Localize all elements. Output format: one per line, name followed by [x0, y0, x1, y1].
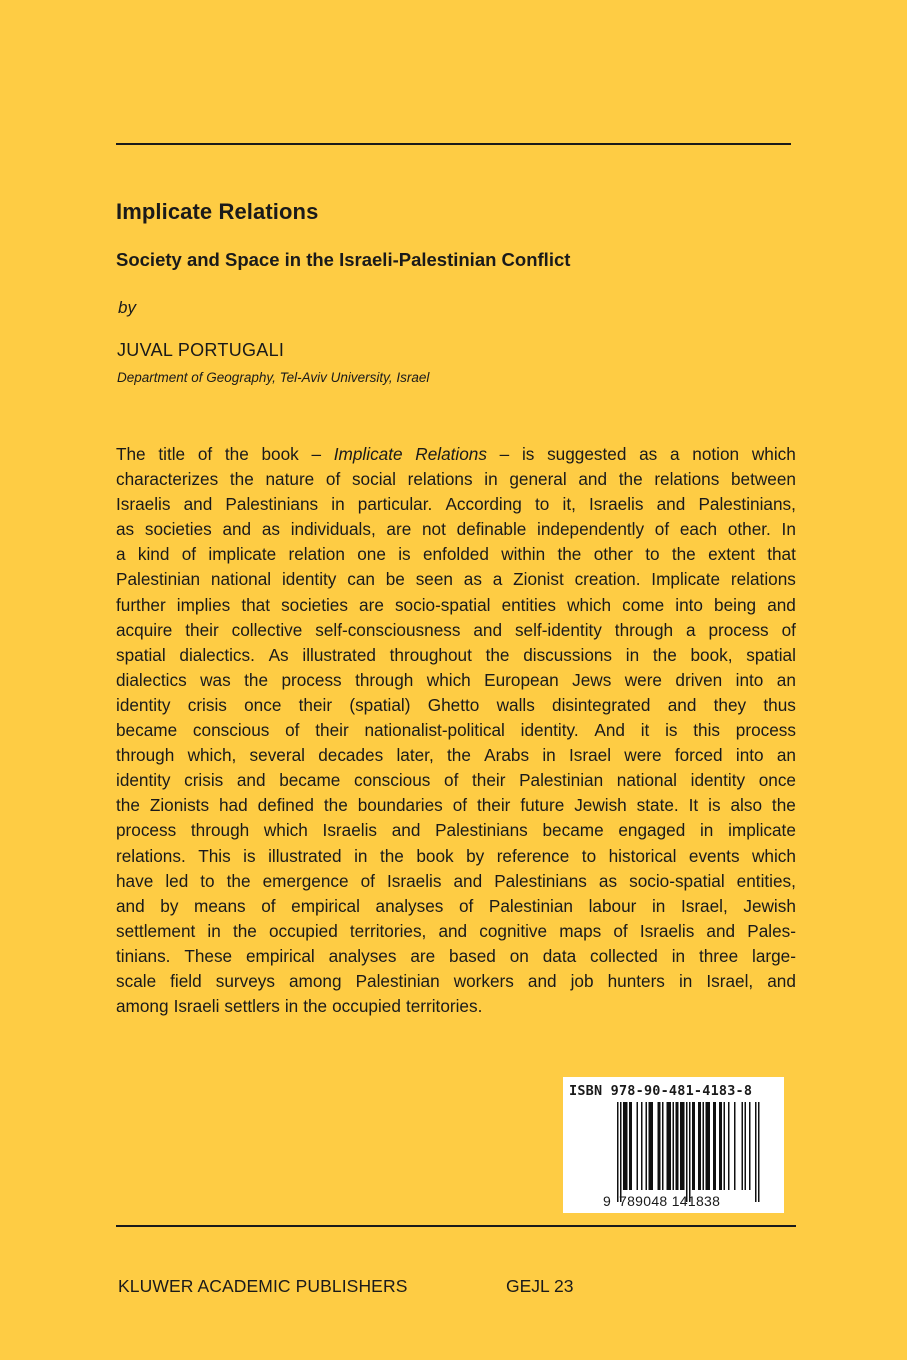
barcode-bar — [686, 1102, 688, 1202]
barcode-bar — [662, 1102, 664, 1190]
barcode-bar — [623, 1102, 625, 1190]
description-line: the Zionists had defined the boundaries of their future Jewish state. It is also the — [116, 795, 796, 816]
description-line: spatial dialectics. As illustrated throughout the discussions in the book, spatial — [116, 644, 796, 665]
barcode-bar — [673, 1102, 675, 1190]
barcode-digits: 789048 141838 — [619, 1193, 721, 1209]
description-line: identity crisis once their (spatial) Ghetto walls disintegrated and they thus — [116, 694, 796, 715]
description-line: tinians. These empirical analyses are based on data collected in three large- — [116, 945, 796, 966]
barcode-bar — [625, 1102, 627, 1190]
barcode-bar — [758, 1102, 760, 1202]
author-name: JUVAL PORTUGALI — [117, 340, 285, 360]
description-line: The title of the book – Implicate Relations – is suggested as a notion which — [116, 444, 796, 464]
barcode-bar — [734, 1102, 736, 1190]
barcode-bar — [629, 1102, 631, 1190]
author-affiliation: Department of Geography, Tel-Aviv University, Israel — [117, 370, 430, 385]
description-line: identity crisis and became conscious of their Palestinian national identity once — [116, 770, 796, 791]
book-description — [116, 442, 796, 1019]
description-line: characterizes the nature of social relations in general and the relations between — [116, 469, 796, 490]
bottom-rule — [116, 1225, 796, 1227]
description-line: further implies that societies are socio-spatial entities which come into being and — [116, 594, 796, 615]
barcode-bar — [617, 1102, 619, 1202]
barcode-bar — [706, 1102, 708, 1190]
barcode-bar — [667, 1102, 669, 1190]
description-line: process through which Israelis and Palestinians became engaged in implicate — [116, 820, 796, 841]
barcode-bar — [755, 1102, 757, 1202]
barcode-bar — [626, 1102, 628, 1190]
barcode-bar — [724, 1102, 726, 1190]
barcode-bar — [652, 1102, 654, 1190]
barcode-bar — [683, 1102, 685, 1190]
barcode-bar — [680, 1102, 682, 1190]
barcode-bar — [749, 1102, 751, 1190]
barcode-bar — [703, 1102, 705, 1190]
description-line: acquire their collective self-consciousness and self-identity through a process of — [116, 619, 796, 640]
description-line: among Israeli settlers in the occupied territories. — [116, 996, 483, 1017]
barcode-bar — [620, 1102, 622, 1202]
barcode-bar — [658, 1102, 660, 1190]
series-code: GEJL 23 — [506, 1276, 574, 1296]
barcode-bar — [728, 1102, 730, 1190]
top-rule — [116, 143, 791, 145]
barcode-bar — [692, 1102, 694, 1190]
barcode-bar — [646, 1102, 648, 1190]
description-line: settlement in the occupied territories, and cognitive maps of Israelis and Pales- — [116, 920, 796, 941]
description-line: as societies and as individuals, are not definable independently of each other. In — [116, 519, 796, 540]
barcode-bar — [713, 1102, 715, 1190]
barcode-bar — [709, 1102, 711, 1190]
barcode-bar — [719, 1102, 721, 1190]
barcode-bar — [670, 1102, 672, 1190]
description-line: relations. This is illustrated in the book by reference to historical events which — [116, 845, 796, 866]
barcode-bar — [742, 1102, 744, 1190]
description-line: through which, several decades later, the Arabs in Israel were forced into an — [116, 745, 796, 766]
barcode-bar — [707, 1102, 709, 1190]
description-line: Palestinian national identity can be seen as a Zionist creation. Implicate relations — [116, 569, 796, 590]
description-line: and by means of empirical analyses of Palestinian labour in Israel, Jewish — [116, 895, 796, 916]
barcode-bar — [715, 1102, 717, 1190]
barcode-bar — [641, 1102, 643, 1190]
description-line: scale field surveys among Palestinian workers and job hunters in Israel, and — [116, 970, 796, 991]
barcode-bar — [649, 1102, 651, 1190]
barcode-bar — [676, 1102, 678, 1190]
barcode-bar — [682, 1102, 684, 1190]
description-line: became conscious of their nationalist-political identity. And it is this process — [116, 720, 796, 741]
book-title: Implicate Relations — [116, 199, 319, 224]
barcode-bar — [694, 1102, 696, 1190]
isbn-barcode — [563, 1077, 784, 1213]
barcode-bar — [689, 1102, 691, 1202]
barcode-first-digit: 9 — [603, 1193, 611, 1209]
description-line: dialectics was the process through which European Jews were driven into an — [116, 669, 796, 690]
book-subtitle: Society and Space in the Israeli-Palestinian Conflict — [116, 249, 571, 270]
description-line: a kind of implicate relation one is enfolded within the other to the extent that — [116, 544, 796, 565]
publisher-name: KLUWER ACADEMIC PUBLISHERS — [118, 1276, 408, 1296]
barcode-bar — [650, 1102, 652, 1190]
barcode-bar — [721, 1102, 723, 1190]
barcode-bar — [668, 1102, 670, 1190]
barcode-bar — [637, 1102, 639, 1190]
isbn-label: ISBN 978-90-481-4183-8 — [569, 1083, 753, 1099]
barcode-bar — [698, 1102, 700, 1190]
barcode-bar — [631, 1102, 633, 1190]
barcode-bar — [659, 1102, 661, 1190]
description-line: have led to the emergence of Israelis and Palestinians as socio-spatial entities, — [116, 870, 796, 891]
barcode-bar — [700, 1102, 702, 1190]
description-line: Israelis and Palestinians in particular. According to it, Israelis and Palestinians, — [116, 494, 796, 515]
barcode-bar — [745, 1102, 747, 1190]
barcode-bar — [677, 1102, 679, 1190]
by-label: by — [118, 298, 136, 317]
